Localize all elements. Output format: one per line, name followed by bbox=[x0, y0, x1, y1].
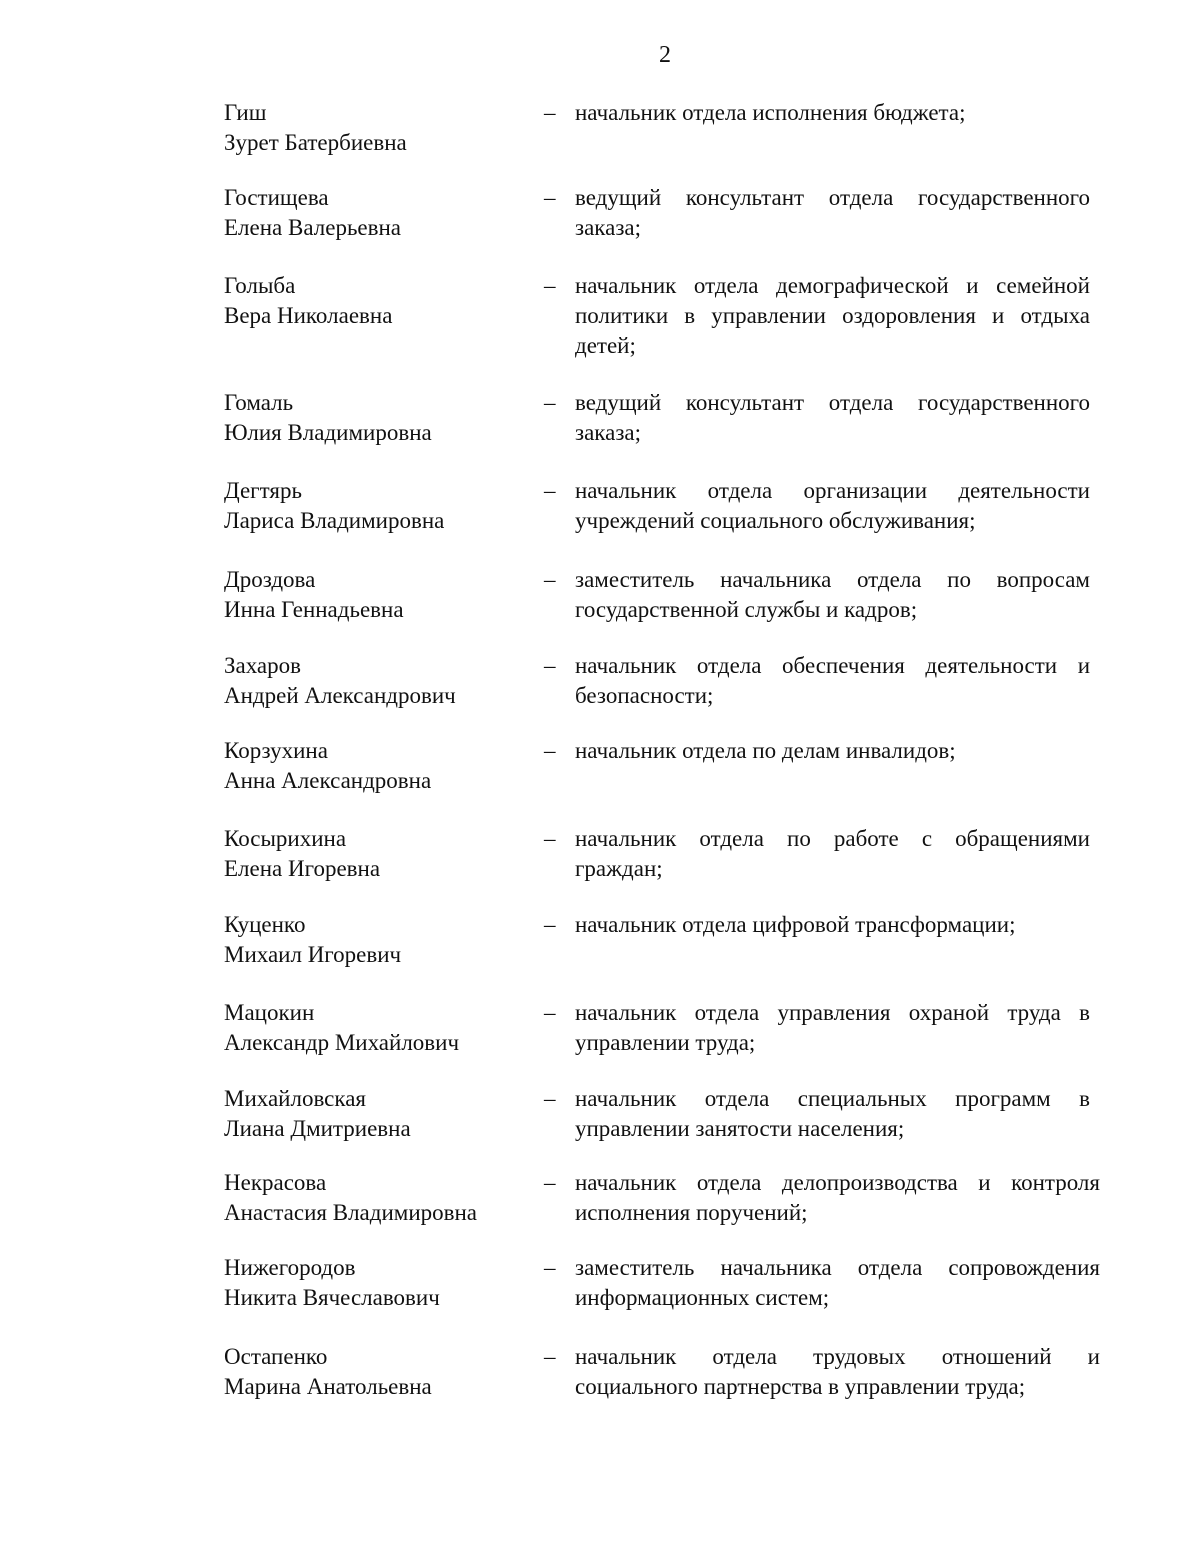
employee-name bbox=[224, 736, 534, 796]
employee-given-name: Александр Михайлович bbox=[224, 1030, 460, 1055]
employee-position: заместитель начальника отдела по вопросам государственной службы и кадров; bbox=[575, 567, 1090, 622]
employee-name bbox=[224, 98, 534, 158]
dash: – bbox=[544, 567, 556, 592]
employee-given-name: Инна Геннадьевна bbox=[224, 597, 404, 622]
employee-given-name: Анастасия Владимировна bbox=[224, 1200, 477, 1225]
employee-name bbox=[224, 271, 534, 331]
employee-position: начальник отдела цифровой трансформации; bbox=[575, 912, 1016, 937]
employee-surname: Михайловская bbox=[224, 1086, 366, 1111]
employee-position: заместитель начальника отдела сопровождения информационных систем; bbox=[575, 1255, 1100, 1310]
employee-surname: Корзухина bbox=[224, 738, 328, 763]
employee-surname: Гиш bbox=[224, 100, 267, 125]
employee-position: начальник отдела управления охраной труда в управлении труда; bbox=[575, 1000, 1090, 1055]
employee-position: начальник отдела по работе с обращениями граждан; bbox=[575, 826, 1090, 881]
dash: – bbox=[544, 1344, 556, 1369]
dash: – bbox=[544, 1255, 556, 1280]
employee-name bbox=[224, 1253, 534, 1313]
dash: – bbox=[544, 1170, 556, 1195]
dash: – bbox=[544, 1000, 556, 1025]
dash: – bbox=[544, 390, 556, 415]
employee-surname: Куценко bbox=[224, 912, 306, 937]
employee-position: начальник отдела исполнения бюджета; bbox=[575, 100, 966, 125]
employee-surname: Гостищева bbox=[224, 185, 329, 210]
dash: – bbox=[544, 185, 556, 210]
page-number: 2 bbox=[659, 42, 671, 68]
employee-position: ведущий консультант отдела государственного заказа; bbox=[575, 185, 1090, 240]
dash: – bbox=[544, 100, 556, 125]
dash: – bbox=[544, 478, 556, 503]
employee-position: начальник отдела демографической и семейной политики в управлении оздоровления и отдыха детей; bbox=[575, 273, 1090, 358]
employee-given-name: Лиана Дмитриевна bbox=[224, 1116, 411, 1141]
employee-given-name: Никита Вячеславович bbox=[224, 1285, 440, 1310]
employee-surname: Нижегородов bbox=[224, 1255, 356, 1280]
employee-given-name: Елена Игоревна bbox=[224, 856, 381, 881]
employee-position: начальник отдела организации деятельности учреждений социального обслуживания; bbox=[575, 478, 1090, 533]
employee-name bbox=[224, 651, 534, 711]
employee-surname: Остапенко bbox=[224, 1344, 328, 1369]
employee-surname: Гомаль bbox=[224, 390, 294, 415]
employee-name bbox=[224, 910, 534, 970]
employee-surname: Захаров bbox=[224, 653, 301, 678]
employee-surname: Дроздова bbox=[224, 567, 316, 592]
employee-position: ведущий консультант отдела государственного заказа; bbox=[575, 390, 1090, 445]
employee-position: начальник отдела трудовых отношений и социального партнерства в управлении труда; bbox=[575, 1344, 1100, 1399]
employee-given-name: Юлия Владимировна bbox=[224, 420, 432, 445]
employee-given-name: Вера Николаевна bbox=[224, 303, 393, 328]
employee-surname: Некрасова bbox=[224, 1170, 327, 1195]
employee-position: начальник отдела обеспечения деятельности и безопасности; bbox=[575, 653, 1090, 708]
dash: – bbox=[544, 826, 556, 851]
dash: – bbox=[544, 1086, 556, 1111]
employee-name bbox=[224, 998, 534, 1058]
employee-name bbox=[224, 476, 534, 536]
employee-given-name: Андрей Александрович bbox=[224, 683, 456, 708]
employee-given-name: Марина Анатольевна bbox=[224, 1374, 432, 1399]
employee-given-name: Анна Александровна bbox=[224, 768, 432, 793]
employee-name bbox=[224, 183, 534, 243]
employee-surname: Дегтярь bbox=[224, 478, 302, 503]
dash: – bbox=[544, 273, 556, 298]
employee-given-name: Елена Валерьевна bbox=[224, 215, 402, 240]
dash: – bbox=[544, 912, 556, 937]
employee-name bbox=[224, 565, 534, 625]
employee-name bbox=[224, 388, 534, 448]
employee-surname: Косырихина bbox=[224, 826, 347, 851]
employee-surname: Голыба bbox=[224, 273, 296, 298]
employee-name bbox=[224, 1342, 534, 1402]
employee-position: начальник отдела делопроизводства и контроля исполнения поручений; bbox=[575, 1170, 1100, 1225]
employee-given-name: Лариса Владимировна bbox=[224, 508, 445, 533]
employee-name bbox=[224, 1168, 534, 1228]
dash: – bbox=[544, 738, 556, 763]
employee-surname: Мацокин bbox=[224, 1000, 315, 1025]
employee-position: начальник отдела по делам инвалидов; bbox=[575, 738, 956, 763]
dash: – bbox=[544, 653, 556, 678]
employee-position: начальник отдела специальных программ в управлении занятости населения; bbox=[575, 1086, 1090, 1141]
employee-given-name: Михаил Игоревич bbox=[224, 942, 402, 967]
employee-name bbox=[224, 1084, 534, 1144]
employee-name bbox=[224, 824, 534, 884]
employee-given-name: Зурет Батербиевна bbox=[224, 130, 407, 155]
